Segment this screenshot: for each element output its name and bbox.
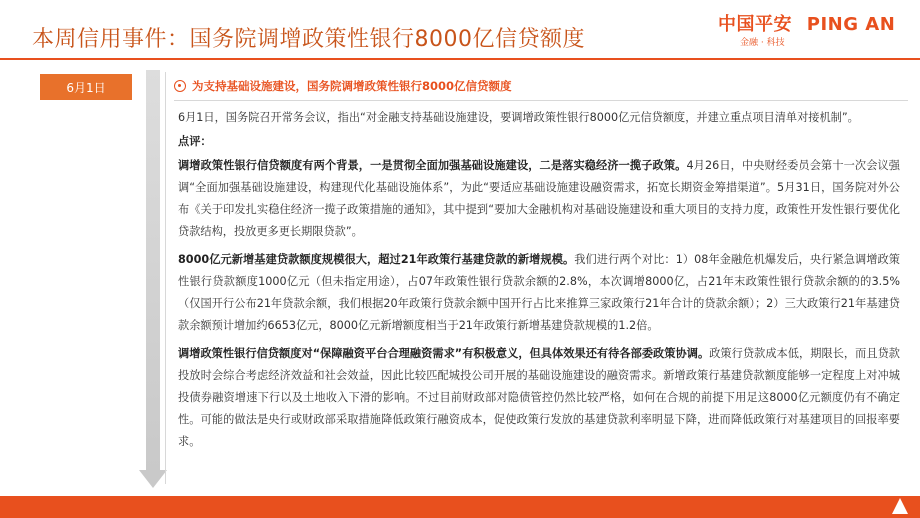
background-lead: 调增政策性银行信贷额度有两个背景，一是贯彻全面加强基础设施建设，二是落实稳经济一揽子政策。 [178, 159, 687, 172]
paragraph-comment-label [178, 131, 900, 153]
timeline-bar [146, 70, 160, 470]
headline-text: 为支持基础设施建设，国务院调增政策性银行8000亿信贷额度 [192, 79, 512, 93]
target-bullet-icon [174, 80, 186, 92]
paragraph-announcement: 6月1日，国务院召开常务会议，指出“对金融支持基础设施建设，要调增政策性银行8000亿元信贷额度，并建立重点项目清单对接机制”。 [178, 111, 859, 124]
content-left-border [165, 72, 166, 484]
significance-text: 政策行贷款成本低，期限长，而且贷款投放时会综合考虑经济效益和社会效益，因此比较匹配城投公司开展的基础设施建设的融资需求。新增政策行基建贷款额度能够一定程度上对冲城投债券融资增速下行以及土地收入下滑的影响。不过目前财政部对隐债管控仍然比较严格，如何在合规的前提下用足这8000亿元额度仍有不确定性。可能的做法是央行或财政部采取措施降低政策行融资成本，促使政策行发放的基建贷款利率明显下降，进而降低政策行对基建项目的回报率要求。 [178, 347, 900, 448]
event-headline [174, 78, 512, 94]
logo-tagline: 金融 · 科技 [740, 38, 785, 48]
date-badge: 6月1日 [40, 74, 132, 100]
scale-lead: 8000亿元新增基建贷款额度规模很大，超过21年政策行基建贷款的新增规模。 [178, 253, 575, 266]
scale-text: 我们进行两个对比：1）08年金融危机爆发后，央行紧急调增政策性银行贷款额度1000亿元（但未指定用途），占07年政策性银行贷款余额的2.8%，本次调增8000亿，占21年末政策性银行贷款余额的的3.5%（仅国开行公布21年贷款余额，我们根据20年政策行贷款余额中国开行占比来推算三家政策行21年合计的贷款余额）；2）三大政策行21年基建贷款余额预计增加约6653亿元，8000亿元新增额度相当于21年政策行新增基建贷款规模的1.2倍。 [178, 253, 900, 332]
paragraph-significance [178, 343, 900, 453]
timeline-arrow-icon [139, 470, 167, 488]
page-title: 本周信用事件：国务院调增政策性银行8000亿信贷额度 [32, 27, 585, 52]
footer-bar [0, 496, 920, 518]
significance-lead: 调增政策性银行信贷额度对“保障融资平台合理融资需求”有积极意义，但具体效果还有待各部委政策协调。 [178, 347, 710, 360]
company-logo [718, 10, 918, 50]
title-divider [0, 58, 920, 60]
paragraph-scale [178, 249, 900, 337]
comment-label: 点评： [178, 135, 212, 148]
background-text: 4月26日，中央财经委员会第十一次会议强调“全面加强基础设施建设，构建现代化基础设施体系”，为此“要适应基础设施建设融资需求，拓宽长期资金筹措渠道”。5月31日，国务院对外公布《关于印发扎实稳住经济一揽子政策措施的通知》，其中提到“要加大金融机构对基础设施建设和重大项目的支持力度，政策性开发性银行要优化贷款结构，投放更多更长期限贷款”。 [178, 159, 900, 238]
logo-en-text: PING AN [806, 14, 896, 35]
footer-triangle-icon [892, 498, 908, 514]
article-body [178, 107, 900, 455]
paragraph-background [178, 155, 900, 243]
headline-divider [174, 100, 908, 101]
logo-cn-text: 中国平安 [718, 14, 792, 35]
